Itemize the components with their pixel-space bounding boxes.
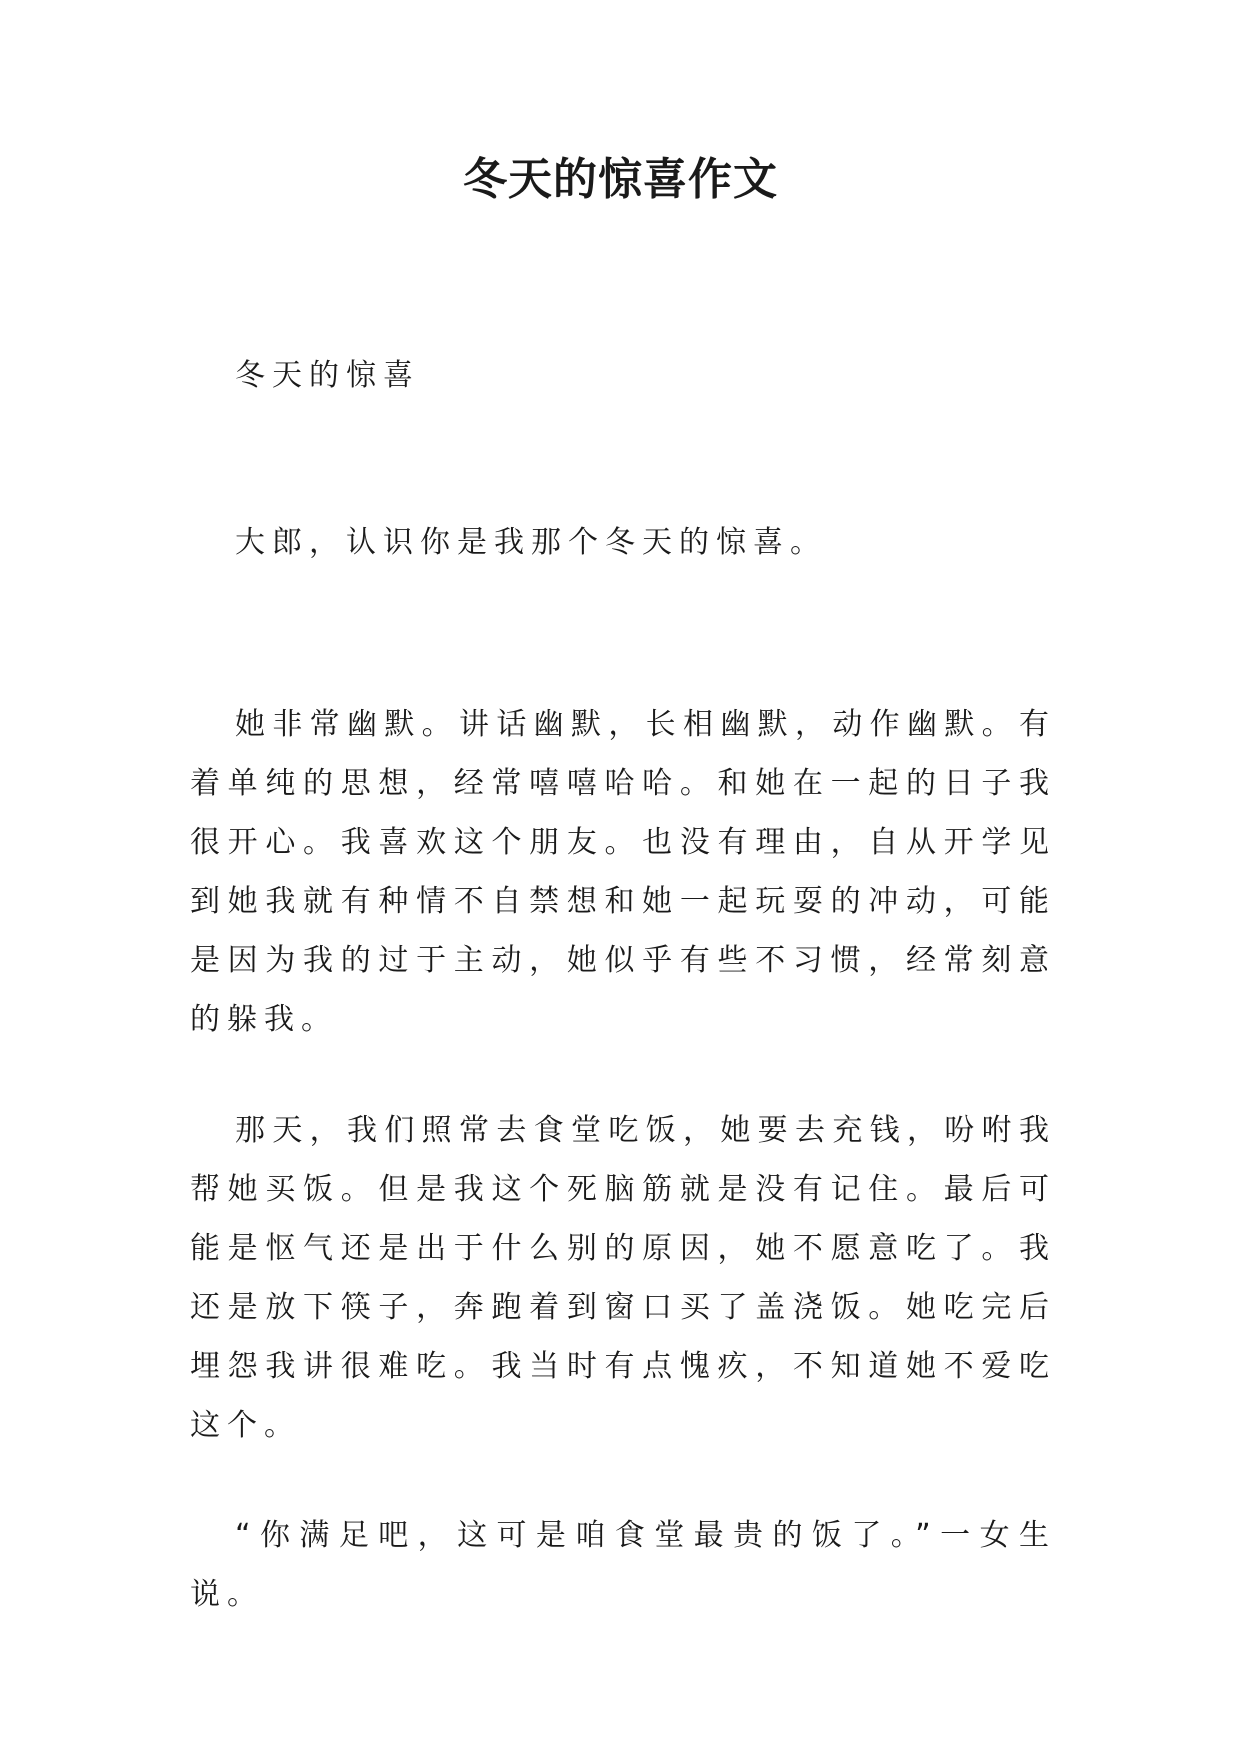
paragraph-3: 那天，我们照常去食堂吃饭，她要去充钱，吩咐我帮她买饭。但是我这个死脑筋就是没有记住。最后可能是怄气还是出于什么别的原因，她不愿意吃了。我还是放下筷子，奔跑着到窗口买了盖浇饭。她吃完后埋怨我讲很难吃。我当时有点愧疚，不知道她不爱吃这个。 xyxy=(190,1113,1056,1443)
document-title: 冬天的惊喜作文 xyxy=(463,154,778,205)
paragraph-2: 她非常幽默。讲话幽默，长相幽默，动作幽默。有着单纯的思想，经常嘻嘻哈哈。和她在一起的日子我很开心。我喜欢这个朋友。也没有理由，自从开学见到她我就有种情不自禁想和她一起玩耍的冲动，可能是因为我的过于主动，她似乎有些不习惯，经常刻意的躲我。 xyxy=(190,707,1056,1037)
paragraph-1: 大郎，认识你是我那个冬天的惊喜。 xyxy=(235,525,827,560)
essay-subtitle: 冬天的惊喜 xyxy=(235,358,420,393)
paragraph-4: “你满足吧，这可是咱食堂最贵的饭了。”一女生说。 xyxy=(190,1518,1056,1612)
